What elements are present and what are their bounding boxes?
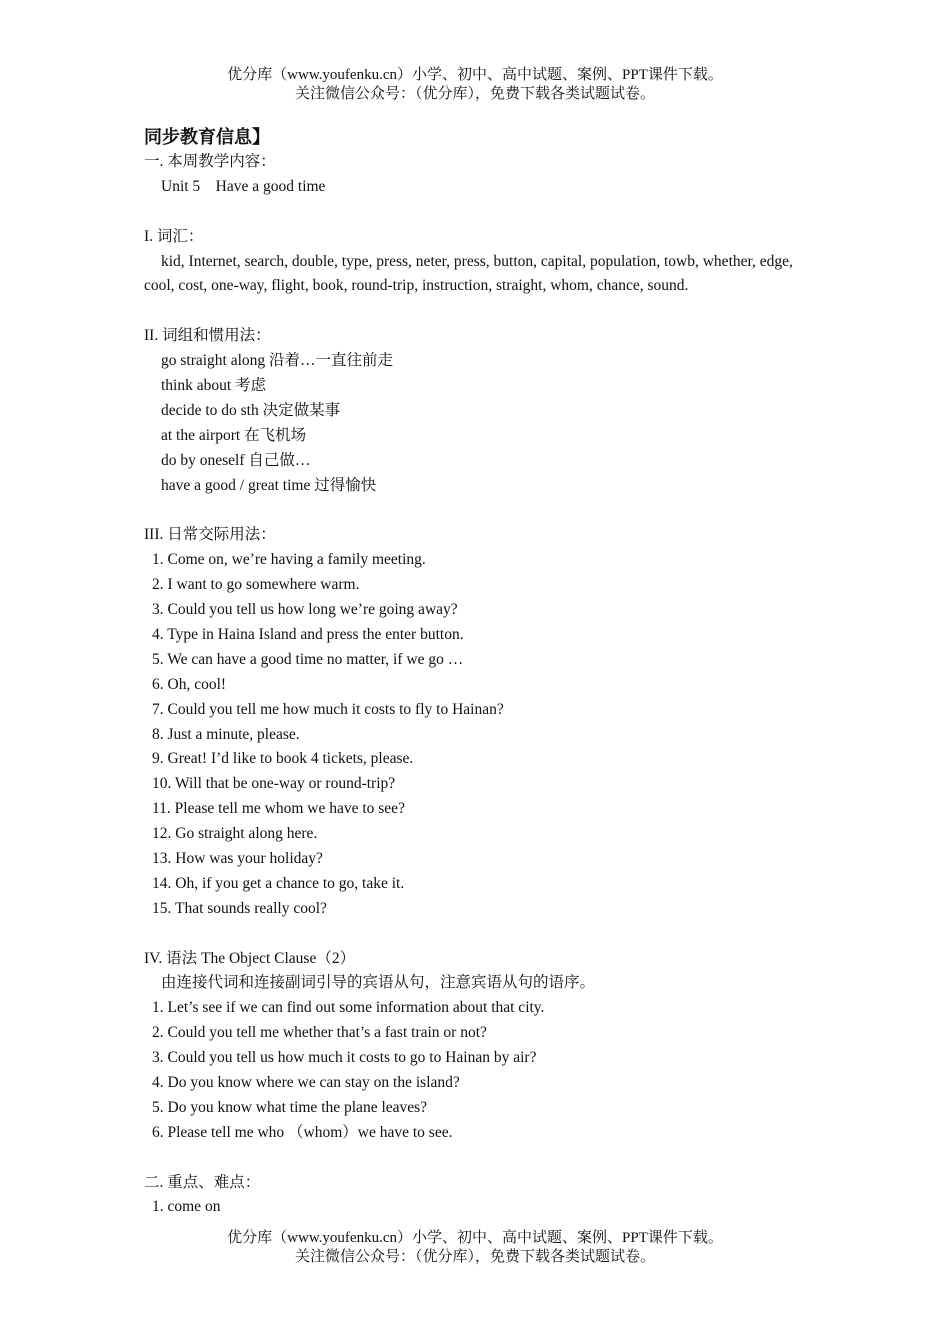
keypoints-heading: 二. 重点、难点： [144,1173,261,1191]
vocab-list: kid, Internet, search, double, type, press, neter, press, button, capital, population, towb, whether, edge, cool, cost, one-way, flight, book, round-trip, instruction, straight, whom, chance, sound. [144,252,793,295]
header-line-1: 优分库（www.youfenku.cn）小学、初中、高中试题、案例、PPT课件下载。 [227,67,723,83]
list-item: 5. We can have a good time no matter, if we go … [152,650,464,668]
list-item: 14. Oh, if you get a chance to go, take it. [152,874,405,892]
keypoints-list [144,1195,824,1220]
grammar-intro: 由连接代词和连接副词引导的宾语从句，注意宾语从句的语序。 [161,974,596,992]
list-item: 11. Please tell me whom we have to see? [152,800,405,818]
list-item: do by oneself 自己做… [161,451,311,469]
daily-usage-heading: III. 日常交际用法： [144,526,276,544]
section-teaching-content-heading: 一. 本周教学内容： [144,153,276,170]
list-item: 7. Could you tell me how much it costs to fly to Hainan? [152,700,504,718]
page-header [0,66,950,104]
document-body [144,124,824,1220]
doc-title: 同步教育信息】 [144,127,270,147]
list-item: 2. I want to go somewhere warm. [152,576,360,594]
list-item: at the airport 在飞机场 [161,426,307,444]
phrases-heading: II. 词组和惯用法： [144,327,271,345]
list-item: 13. How was your holiday? [152,849,323,867]
list-item: 8. Just a minute, please. [152,725,300,743]
list-item: 9. Great! I’d like to book 4 tickets, please. [152,750,414,768]
list-item: 10. Will that be one-way or round-trip? [152,775,396,793]
list-item: 3. Could you tell us how long we’re going away? [152,601,458,619]
phrases-list [144,349,824,498]
list-item: 1. Come on, we’re having a family meeting. [152,551,426,569]
list-item: 1. Let’s see if we can find out some information about that city. [152,999,545,1017]
list-item: 5. Do you know what time the plane leaves? [152,1098,428,1116]
list-item: 6. Oh, cool! [152,675,227,693]
list-item: have a good / great time 过得愉快 [161,476,377,494]
daily-usage-list [144,548,824,921]
header-line-2: 关注微信公众号：（优分库），免费下载各类试题试卷。 [294,86,655,102]
list-item: 4. Type in Haina Island and press the enter button. [152,625,464,643]
page-footer [0,1229,950,1267]
list-item: 1. come on [152,1198,221,1216]
list-item: go straight along 沿着…一直往前走 [161,352,394,370]
list-item: 15. That sounds really cool? [152,899,327,917]
footer-line-2: 关注微信公众号：（优分库），免费下载各类试题试卷。 [294,1249,655,1265]
unit-title: Unit 5 Have a good time [161,177,326,195]
footer-line-1: 优分库（www.youfenku.cn）小学、初中、高中试题、案例、PPT课件下载。 [227,1230,723,1246]
vocab-heading: I. 词汇： [144,227,204,245]
grammar-heading: IV. 语法 The Object Clause（2） [144,949,356,967]
list-item: 6. Please tell me who （whom）we have to see. [152,1123,453,1141]
list-item: 12. Go straight along here. [152,825,318,843]
list-item: 4. Do you know where we can stay on the island? [152,1073,460,1091]
list-item: 2. Could you tell me whether that’s a fast train or not? [152,1024,487,1042]
list-item: think about 考虑 [161,377,267,395]
grammar-list [144,996,824,1145]
list-item: decide to do sth 决定做某事 [161,401,341,419]
list-item: 3. Could you tell us how much it costs to go to Hainan by air? [152,1049,537,1067]
